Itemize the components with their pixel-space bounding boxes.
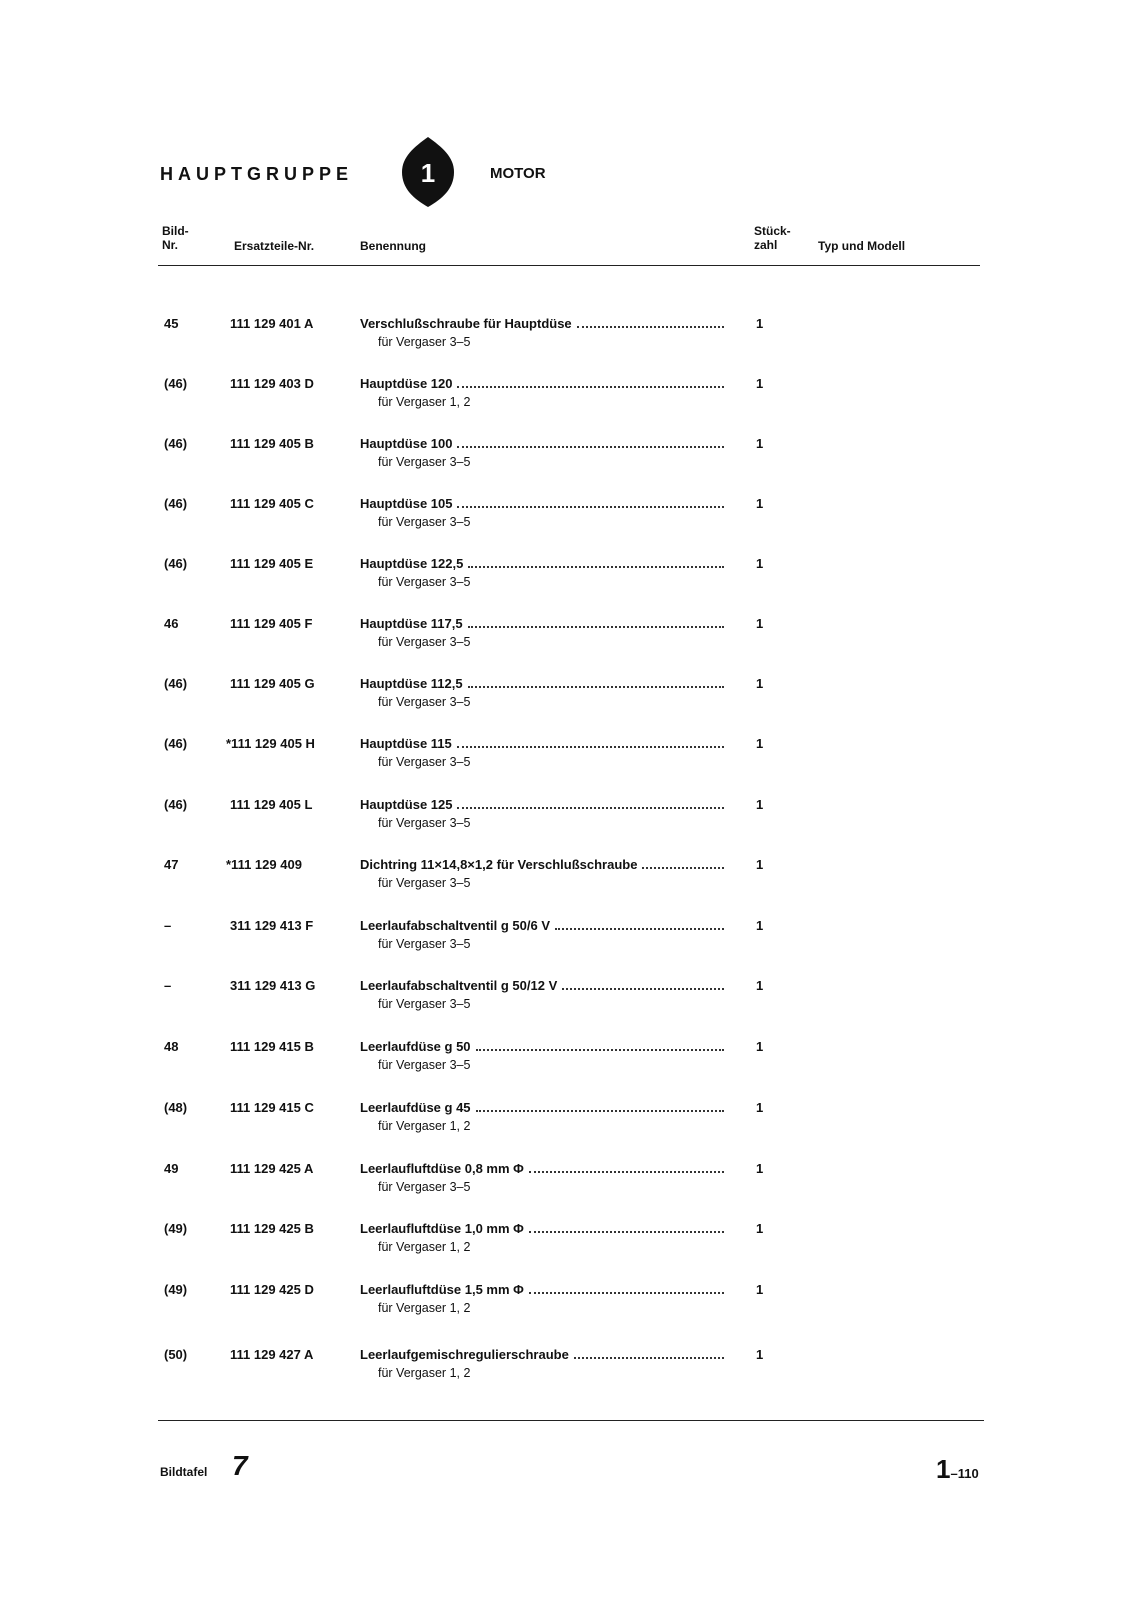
row-qty: 1 (756, 1100, 764, 1115)
row-bild-nr: 45 (164, 316, 179, 331)
row-name-cell (360, 1161, 728, 1176)
row-name: Leerlaufabschaltventil g 50/6 V (360, 918, 551, 933)
row-qty: 1 (756, 1347, 764, 1362)
row-part-number: 111 129 415 B (230, 1039, 314, 1054)
parts-row (0, 316, 1136, 372)
row-carburetor: für Vergaser 3–5 (378, 635, 471, 649)
row-qty: 1 (756, 496, 764, 511)
row-carburetor: für Vergaser 1, 2 (378, 1119, 471, 1133)
row-carburetor: für Vergaser 1, 2 (378, 1366, 471, 1380)
parts-row (0, 797, 1136, 853)
dot-leader (642, 866, 724, 869)
row-qty: 1 (756, 797, 764, 812)
row-qty: 1 (756, 616, 764, 631)
row-name-cell (360, 797, 728, 812)
row-bild-nr: 49 (164, 1161, 179, 1176)
dot-leader (562, 987, 724, 990)
row-name: Hauptdüse 112,5 (360, 676, 463, 691)
row-name-cell (360, 736, 728, 751)
row-part-number: 111 129 405 C (230, 496, 314, 511)
row-carburetor: für Vergaser 3–5 (378, 695, 471, 709)
row-carburetor: für Vergaser 3–5 (378, 1180, 471, 1194)
parts-row (0, 556, 1136, 612)
group-badge-icon (402, 137, 454, 207)
row-qty: 1 (756, 556, 764, 571)
parts-row (0, 376, 1136, 432)
dot-leader (468, 625, 724, 628)
row-part-number: 111 129 415 C (230, 1100, 314, 1115)
row-part-number: 111 129 405 E (230, 556, 314, 571)
row-qty: 1 (756, 857, 764, 872)
row-name-cell (360, 1282, 728, 1297)
row-name: Leerlaufdüse g 45 (360, 1100, 471, 1115)
row-name-cell (360, 1221, 728, 1236)
dot-leader (457, 505, 724, 508)
dot-leader (476, 1048, 724, 1051)
row-qty: 1 (756, 736, 764, 751)
row-part-number: 311 129 413 G (230, 978, 316, 993)
row-qty: 1 (756, 978, 764, 993)
row-qty: 1 (756, 1161, 764, 1176)
parts-row (0, 1347, 1136, 1403)
row-name-cell (360, 436, 728, 451)
row-bild-nr: (46) (164, 436, 188, 451)
row-bild-nr: (46) (164, 736, 188, 751)
row-part-number: 311 129 413 F (230, 918, 314, 933)
row-part-number: 111 129 425 A (230, 1161, 314, 1176)
dot-leader (457, 385, 724, 388)
row-part-number: 111 129 405 L (230, 797, 313, 812)
dot-leader (555, 927, 724, 930)
col-model: Typ und Modell (818, 239, 906, 253)
row-bild-nr: – (164, 978, 172, 993)
row-name: Hauptdüse 120 (360, 376, 453, 391)
header-divider (158, 265, 980, 266)
parts-row (0, 736, 1136, 792)
dot-leader (468, 685, 724, 688)
row-name: Hauptdüse 117,5 (360, 616, 463, 631)
row-qty: 1 (756, 1221, 764, 1236)
parts-row (0, 1039, 1136, 1095)
row-carburetor: für Vergaser 1, 2 (378, 395, 471, 409)
row-part-number: *111 129 405 H (226, 736, 315, 751)
row-name-cell (360, 857, 728, 872)
row-name: Leerlaufluftdüse 0,8 mm Φ (360, 1161, 524, 1176)
row-name: Leerlaufluftdüse 1,5 mm Φ (360, 1282, 524, 1297)
row-part-number: 111 129 405 F (230, 616, 313, 631)
row-name-cell (360, 496, 728, 511)
parts-row (0, 918, 1136, 974)
group-number-badge (402, 137, 454, 207)
parts-row (0, 1100, 1136, 1156)
row-name: Leerlaufabschaltventil g 50/12 V (360, 978, 558, 993)
plate-number: 7 (232, 1450, 248, 1481)
row-name: Verschlußschraube für Hauptdüse (360, 316, 572, 331)
row-carburetor: für Vergaser 3–5 (378, 455, 471, 469)
row-bild-nr: 48 (164, 1039, 179, 1054)
row-carburetor: für Vergaser 1, 2 (378, 1301, 471, 1315)
col-bild-nr (162, 224, 189, 252)
row-name: Hauptdüse 125 (360, 797, 453, 812)
col-qty (754, 224, 791, 252)
row-bild-nr: (46) (164, 556, 188, 571)
row-qty: 1 (756, 316, 764, 331)
col-name: Benennung (360, 239, 426, 253)
parts-row (0, 436, 1136, 492)
row-part-number: *111 129 409 (226, 857, 302, 872)
row-bild-nr: (49) (164, 1282, 188, 1297)
row-carburetor: für Vergaser 3–5 (378, 997, 471, 1011)
parts-row (0, 1282, 1136, 1338)
row-carburetor: für Vergaser 3–5 (378, 816, 471, 830)
row-part-number: 111 129 401 A (230, 316, 314, 331)
parts-row (0, 857, 1136, 913)
row-name: Leerlaufdüse g 50 (360, 1039, 471, 1054)
row-name-cell (360, 1039, 728, 1054)
dot-leader (574, 1356, 724, 1359)
row-bild-nr: 46 (164, 616, 179, 631)
row-name: Dichtring 11×14,8×1,2 für Verschlußschraube (360, 857, 638, 872)
row-name: Hauptdüse 115 (360, 736, 452, 751)
row-part-number: 111 129 427 A (230, 1347, 314, 1362)
row-name-cell (360, 918, 728, 933)
row-carburetor: für Vergaser 3–5 (378, 335, 471, 349)
parts-row (0, 616, 1136, 672)
row-bild-nr: (46) (164, 676, 188, 691)
row-carburetor: für Vergaser 3–5 (378, 1058, 471, 1072)
dot-leader (529, 1170, 724, 1173)
dot-leader (529, 1291, 724, 1294)
dot-leader (476, 1109, 724, 1112)
dot-leader (577, 325, 724, 328)
row-name: Hauptdüse 100 (360, 436, 453, 451)
section-title: MOTOR (490, 165, 546, 182)
parts-row (0, 676, 1136, 732)
dot-leader (529, 1230, 724, 1233)
row-part-number: 111 129 425 D (230, 1282, 314, 1297)
col-qty-line1: Stück- (754, 224, 791, 238)
row-name: Leerlaufgemischregulierschraube (360, 1347, 569, 1362)
row-name-cell (360, 616, 728, 631)
parts-row (0, 496, 1136, 552)
row-carburetor: für Vergaser 1, 2 (378, 1240, 471, 1254)
row-qty: 1 (756, 436, 764, 451)
row-name: Hauptdüse 122,5 (360, 556, 464, 571)
plate-label: Bildtafel (160, 1465, 208, 1479)
row-bild-nr: 47 (164, 857, 179, 872)
row-part-number: 111 129 403 D (230, 376, 314, 391)
row-name: Leerlaufluftdüse 1,0 mm Φ (360, 1221, 524, 1236)
parts-row (0, 1221, 1136, 1277)
dot-leader (457, 745, 724, 748)
row-part-number: 111 129 405 G (230, 676, 315, 691)
dot-leader (457, 445, 724, 448)
row-part-number: 111 129 405 B (230, 436, 314, 451)
page-number-minor: –110 (950, 1466, 979, 1481)
row-name-cell (360, 376, 728, 391)
row-bild-nr: (46) (164, 797, 188, 812)
parts-row (0, 1161, 1136, 1217)
row-bild-nr: (46) (164, 376, 188, 391)
page-number (936, 1454, 979, 1485)
row-name-cell (360, 556, 728, 571)
row-qty: 1 (756, 676, 764, 691)
row-carburetor: für Vergaser 3–5 (378, 937, 471, 951)
dot-leader (468, 565, 724, 568)
row-bild-nr: (49) (164, 1221, 188, 1236)
row-bild-nr: – (164, 918, 172, 933)
row-qty: 1 (756, 1039, 764, 1054)
row-carburetor: für Vergaser 3–5 (378, 876, 471, 890)
row-carburetor: für Vergaser 3–5 (378, 515, 471, 529)
col-bild-nr-line2: Nr. (162, 238, 179, 252)
footer-divider (158, 1420, 984, 1421)
group-label: HAUPTGRUPPE (160, 164, 354, 184)
row-bild-nr: (50) (164, 1347, 188, 1362)
dot-leader (457, 806, 724, 809)
row-qty: 1 (756, 376, 764, 391)
col-qty-line2: zahl (754, 238, 778, 252)
row-name-cell (360, 978, 728, 993)
row-qty: 1 (756, 1282, 764, 1297)
parts-row (0, 978, 1136, 1034)
row-name-cell (360, 316, 728, 331)
row-bild-nr: (46) (164, 496, 188, 511)
page-number-major: 1 (936, 1454, 951, 1484)
row-carburetor: für Vergaser 3–5 (378, 755, 471, 769)
col-part-number: Ersatzteile-Nr. (234, 239, 315, 253)
row-name-cell (360, 676, 728, 691)
row-name-cell (360, 1100, 728, 1115)
row-name-cell (360, 1347, 728, 1362)
col-bild-nr-line1: Bild- (162, 224, 189, 238)
row-qty: 1 (756, 918, 764, 933)
row-bild-nr: (48) (164, 1100, 188, 1115)
row-carburetor: für Vergaser 3–5 (378, 575, 471, 589)
row-name: Hauptdüse 105 (360, 496, 453, 511)
row-part-number: 111 129 425 B (230, 1221, 314, 1236)
group-number: 1 (420, 158, 436, 188)
